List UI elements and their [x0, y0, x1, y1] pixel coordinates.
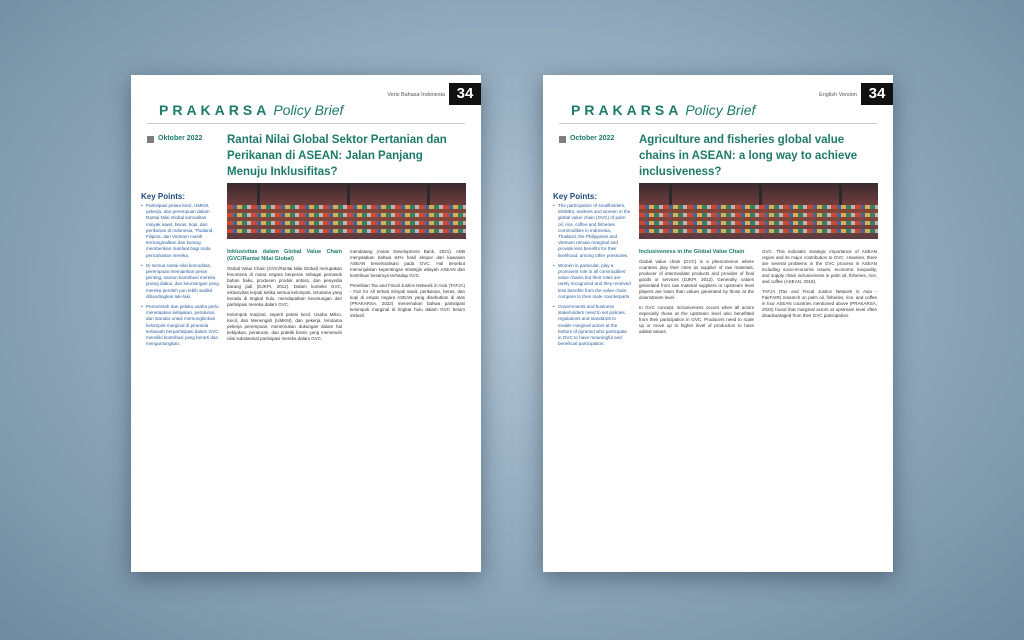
container-row	[227, 205, 466, 209]
body-paragraph: TAFJA (Tax and Fiscal Justice Network in Asia - FairFAIR) research on palm oil, fisheries, rice, and coffee in four ASEAN countries mentioned above (PRAKARSA, 2022) found that marginal actors at upstream level often disadvantaged from their GVC participation.	[762, 289, 877, 318]
container-row	[227, 213, 466, 217]
cover-photo	[227, 183, 466, 239]
date-marker	[147, 136, 154, 143]
brand-logo	[159, 102, 343, 118]
policy-brief-page-english	[543, 75, 893, 572]
body-paragraph: Global Value Chain (GVC/Rantai Nilai Global) merupakan fenomena di mana negara berperan sebagai pemasok bahan baku, produsen produk antara, dan penyedia barang jadi (DJKPI, 2012). Dalam konteks GVC, inklusivitas terjadi ketika semua kelompok, terutama yang berada di tingkat hulu, mendapatkan keuntungan dari partisipasi mereka dalam GVC.	[227, 266, 342, 307]
brand-logo	[571, 102, 755, 118]
container-row	[227, 221, 466, 225]
key-points-list	[141, 203, 219, 351]
key-point: • Women in particular, play a prominent role in all commodities' value chains but their roles are rarely recognized and they received less benefits from the value chain compare to their male counterparts.	[553, 263, 631, 300]
body-column-right	[350, 249, 465, 323]
key-points-label: Key Points:	[141, 192, 186, 201]
body-paragraph: GVC. This indicates strategic importance of ASEAN region and its major contribution to GVC. However, there are several problems in the GVC process in ASEAN including socio-economic issues, economic inequality, and supply chain inclusiveness in palm oil, fisheries, rice, and coffee (ASEAN, 2019).	[762, 249, 877, 284]
header-divider	[147, 123, 465, 124]
container-row	[227, 229, 466, 233]
brand-name: PRAKARSA	[571, 102, 683, 118]
key-points-list	[553, 203, 631, 351]
section-heading: Inclusiveness in the Global Value Chain	[639, 249, 745, 255]
body-paragraph: Kelompok marjinal, seperti petani kecil, Usaha Mikro, Kecil, dan Menengah (UMKM), dan pekerja, terutama pekerja perempuan, menemukan dukungan dalam hal kebijakan, peraturan, dan praktik bisnis yang memenuhi nilai substansial partisipasi mereka dalam GVC.	[227, 312, 342, 341]
issue-number: 34	[861, 83, 893, 105]
key-point: • Di semua rantai nilai komoditas, perempuan memainkan peran penting, namun kontribusi mereka jarang diakui, dan keuntungan yang mereka peroleh pun lebih sedikit dibandingkan laki-laki.	[141, 263, 219, 300]
body-column-left	[639, 249, 754, 339]
version-label: Versi Bahasa Indonesia	[387, 92, 445, 98]
container-row	[639, 221, 878, 225]
body-paragraph: Penelitian Tax and Fiscal Justice Network in Asia (TAFJA) - Fair for All terkait minyak sawit, perikanan, beras, dan kopi di empat negara ASEAN yang disebutkan di atas (PRAKARSA, 2022) menemukan bahwa partisipasi kelompok marginal di tingkat hulu dalam GVC belum inklusif.	[350, 283, 465, 318]
body-paragraph: In GVC concept, inclusiveness occurs when all actors especially those at the upstream level also benefitted from their participation in GVC. Producers need to scale up or move up to higher level of production to have added values.	[639, 305, 754, 334]
container-row	[639, 213, 878, 217]
body-column-left	[227, 249, 342, 346]
key-point: • Governments and business stakeholders need to set policies, regulations and standards to enable marginal actors at the bottom of pyramid who participate in GVC to have meaningful and beneficial participation.	[553, 304, 631, 347]
date-marker	[559, 136, 566, 143]
issue-date: Oktober 2022	[158, 135, 203, 142]
key-points-label: Key Points:	[553, 192, 598, 201]
body-paragraph: Global value chain (GVC) is a phenomenon where countries play their roles as supplier of raw materials, producer of intermediate products and provider of final goods or services (DJKPI, 2012). Generally, values generated from raw material suppliers or upstream level players are lower than values generated by those at the downstream level.	[639, 259, 754, 300]
key-point: • Pemerintah dan pelaku usaha perlu menetapkan kebijakan, peraturan, dan standar untuk memungkinkan kelompok marginal di piramida terbawah berpartisipasi dalam GVC memiliki kontribusi yang berarti dan menguntungkan.	[141, 304, 219, 347]
crane-shape	[839, 183, 842, 205]
container-row	[639, 205, 878, 209]
section-heading: Inklusivitas dalam Global Value Chain (GVC/Rantai Nilai Global)	[227, 249, 342, 262]
brief-title: Rantai Nilai Global Sektor Pertanian dan Perikanan di ASEAN: Jalan Panjang Menuju Inklusifitas?	[227, 134, 447, 178]
crane-shape	[427, 183, 430, 205]
issue-date: October 2022	[570, 135, 615, 142]
brief-title: Agriculture and fisheries global value chains in ASEAN: a long way to achieve inclusiveness?	[639, 134, 858, 178]
brand-name: PRAKARSA	[159, 102, 271, 118]
key-point: • Partisipasi petani kecil, UMKM, pekerja, dan perempuan dalam Rantai Nilai Global komoditas minyak sawit, beras, kopi, dan perikanan di Indonesia, Thailand, Filipina, dan Vietnam masih termarginalkan dan kurang memberikan manfaat bagi mata pencaharian mereka.	[141, 203, 219, 259]
container-row	[639, 229, 878, 233]
crane-shape	[347, 183, 350, 205]
crane-shape	[257, 183, 260, 205]
cover-photo	[639, 183, 878, 239]
crane-shape	[759, 183, 762, 205]
crane-shape	[669, 183, 672, 205]
header-divider	[559, 123, 877, 124]
body-column-right	[762, 249, 877, 323]
brand-subtitle: Policy Brief	[685, 102, 756, 118]
brand-subtitle: Policy Brief	[273, 102, 344, 118]
body-paragraph: mendatang (Asian Development Bank, 2021). ADB menyatakan bahwa 64% hasil ekspor dari kawasan ASEAN tersentralisasi pada GVC. Hal tersebut menunjukkan kepentingan strategis wilayah ASEAN dan kontribusi besarnya terhadap GVC.	[350, 249, 465, 278]
issue-number: 34	[449, 83, 481, 105]
key-point: • The participation of smallholders, MSMEs, workers and women in the global value chain (GVC) of palm oil, rice, coffee and fisheries commodities in Indonesia, Thailand, the Philippines and Vietnam remain marginal and provide less benefits for their livelihood, among other pressures.	[553, 203, 631, 259]
version-label: English Version	[819, 92, 857, 98]
policy-brief-page-indonesian	[131, 75, 481, 572]
